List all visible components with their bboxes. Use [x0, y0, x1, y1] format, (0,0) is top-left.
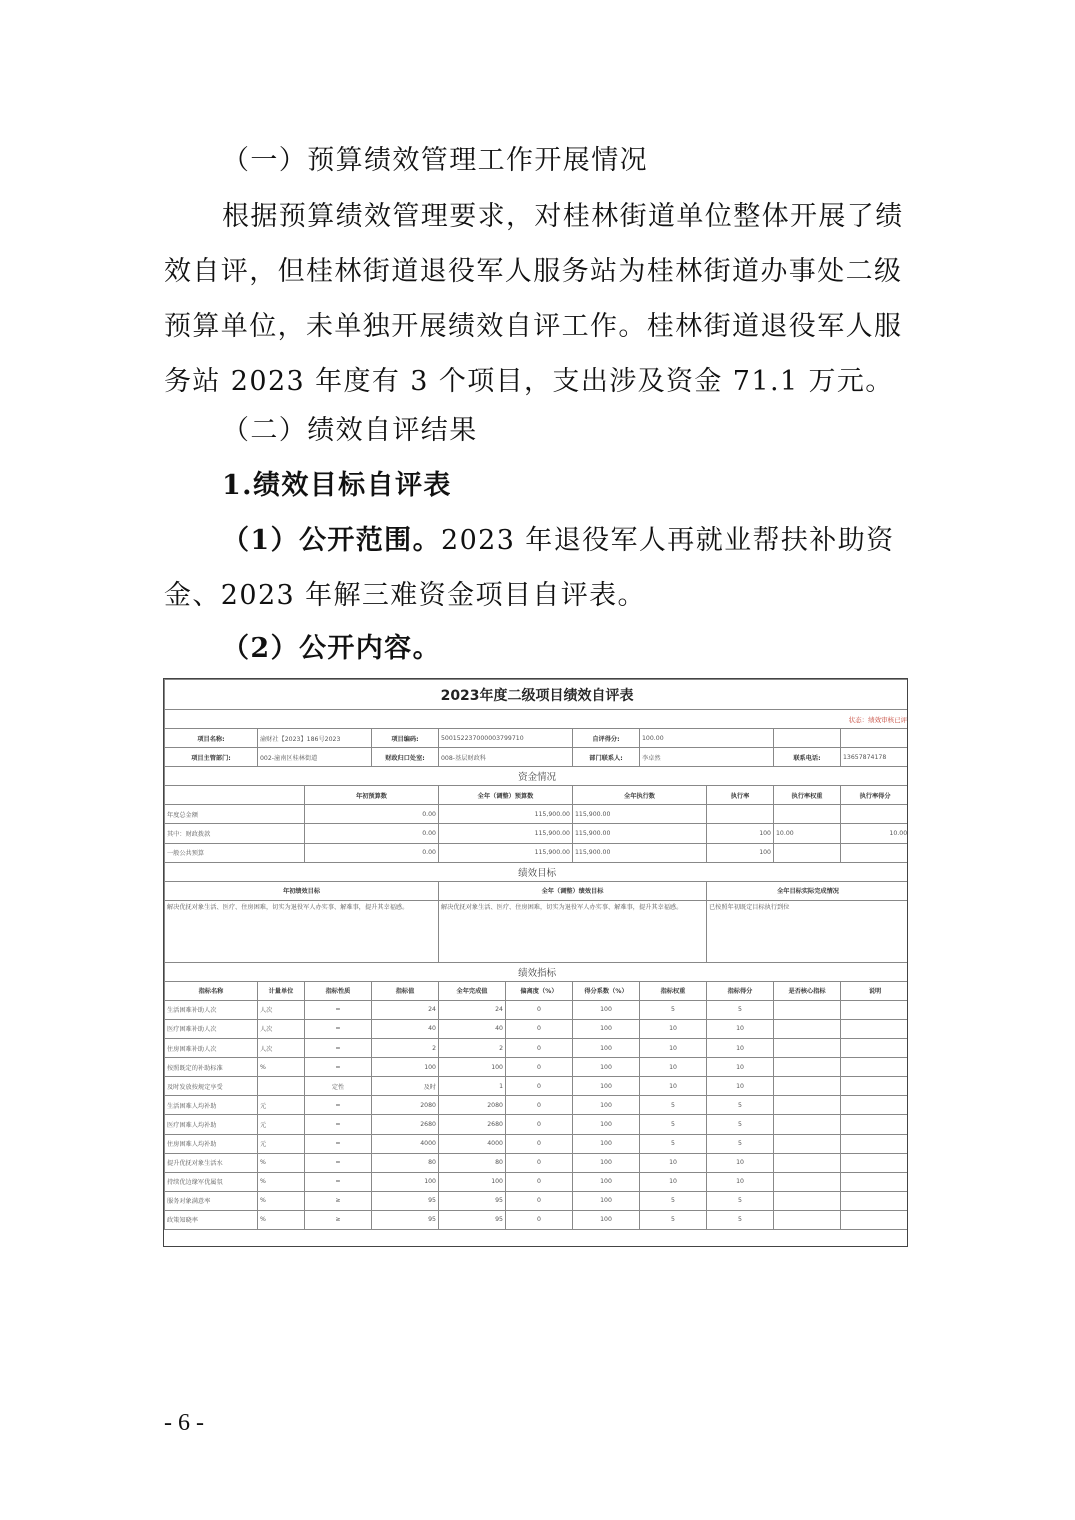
goals-section-header: 绩效目标 — [165, 862, 909, 881]
funds-cell: 115,900.00 — [573, 843, 707, 862]
goal-initial: 解决优抚对象生活、医疗、住房困难，切实为退役军人办实事、解难事，提升其幸福感。 — [165, 900, 439, 962]
goals-header: 全年目标实际完成情况 — [707, 881, 909, 900]
indicator-cell: 2680 — [439, 1115, 506, 1134]
project-info-row-2 — [165, 748, 909, 767]
indicator-cell — [774, 1000, 841, 1019]
indicator-cell — [841, 1039, 909, 1058]
funds-cell: 100 — [707, 824, 774, 843]
indicator-cell: 10 — [640, 1077, 707, 1096]
indicator-cell: 2680 — [372, 1115, 439, 1134]
indicator-header-cell: 指标得分 — [707, 981, 774, 1000]
indicator-cell: 2 — [372, 1039, 439, 1058]
indicator-cell: 40 — [372, 1019, 439, 1038]
indicator-cell: 100 — [573, 1153, 640, 1172]
indicator-row — [165, 1134, 909, 1153]
page-number: - 6 - — [164, 1410, 204, 1436]
funds-header: 执行率权重 — [774, 786, 841, 805]
indicator-header-cell: 指标性质 — [305, 981, 372, 1000]
indicator-cell: 生活困难补助人次 — [165, 1000, 258, 1019]
project-info-row-1 — [165, 729, 909, 748]
funds-section-header: 资金情况 — [165, 767, 909, 786]
indicator-cell: 95 — [439, 1191, 506, 1210]
indicator-cell: 5 — [640, 1000, 707, 1019]
funds-header: 执行率 — [707, 786, 774, 805]
phone-label: 联系电话: — [774, 748, 841, 767]
goal-adjusted: 解决优抚对象生活、医疗、住房困难，切实为退役军人办实事、解难事，提升其幸福感。 — [439, 900, 707, 962]
project-code-value: 500152237000003799710 — [439, 729, 573, 748]
indicator-header-row — [165, 981, 909, 1000]
indicator-cell — [774, 1172, 841, 1191]
indicator-cell: 10 — [707, 1019, 774, 1038]
funds-cell: 115,900.00 — [439, 805, 573, 824]
indicator-cell — [258, 1077, 305, 1096]
indicator-cell: 及时 — [372, 1077, 439, 1096]
indicator-cell: = — [305, 1039, 372, 1058]
indicator-cell: 24 — [372, 1000, 439, 1019]
indicator-header-cell: 说明 — [841, 981, 909, 1000]
indicator-row — [165, 1115, 909, 1134]
indicator-cell: 100 — [573, 1172, 640, 1191]
indicator-cell: 5 — [707, 1000, 774, 1019]
indicator-row — [165, 1153, 909, 1172]
indicator-cell: 100 — [573, 1000, 640, 1019]
indicator-row — [165, 1210, 909, 1229]
indicator-cell: 4000 — [439, 1134, 506, 1153]
contact-value: 李卓然 — [640, 748, 774, 767]
section-heading-1: （一）预算绩效管理工作开展情况 — [222, 145, 648, 176]
funds-cell: 一般公共预算 — [165, 843, 305, 862]
funds-row — [165, 824, 909, 843]
indicator-cell: 100 — [439, 1172, 506, 1191]
indicator-cell: 0 — [506, 1134, 573, 1153]
funds-cell — [841, 805, 909, 824]
indicator-cell: 0 — [506, 1210, 573, 1229]
indicator-header-cell: 指标名称 — [165, 981, 258, 1000]
funds-cell — [774, 843, 841, 862]
indicator-cell: 住房困难补助人次 — [165, 1039, 258, 1058]
indicator-cell — [841, 1172, 909, 1191]
indicator-cell: 10 — [707, 1058, 774, 1077]
funds-cell: 0.00 — [305, 824, 439, 843]
project-code-label: 项目编码: — [372, 729, 439, 748]
indicator-cell: 100 — [573, 1210, 640, 1229]
evaluation-table-image — [163, 678, 908, 1247]
indicator-cell: 80 — [439, 1153, 506, 1172]
indicator-cell: 人次 — [258, 1000, 305, 1019]
indicator-cell: 1 — [439, 1077, 506, 1096]
funds-cell: 0.00 — [305, 805, 439, 824]
indicator-cell: 5 — [640, 1096, 707, 1115]
sub-heading-self-evaluation-table: 1.绩效目标自评表 — [222, 470, 452, 501]
section-heading-2: （二）绩效自评结果 — [222, 415, 478, 446]
indicator-cell: ≥ — [305, 1210, 372, 1229]
indicator-cell — [774, 1058, 841, 1077]
indicator-cell: 100 — [573, 1077, 640, 1096]
indicator-row — [165, 1000, 909, 1019]
indicator-cell: 生活困难人均补助 — [165, 1096, 258, 1115]
goals-header: 年初绩效目标 — [165, 881, 439, 900]
indicator-row — [165, 1019, 909, 1038]
goal-actual: 已按照年初既定目标执行到位 — [707, 900, 909, 962]
indicator-header-cell: 指标值 — [372, 981, 439, 1000]
indicator-cell: 住房困难人均补助 — [165, 1134, 258, 1153]
indicator-cell: % — [258, 1210, 305, 1229]
indicator-cell — [774, 1153, 841, 1172]
indicator-cell — [774, 1096, 841, 1115]
content-label: （2）公开内容。 — [222, 633, 441, 664]
indicator-cell: 5 — [640, 1134, 707, 1153]
indicator-header-cell: 全年完成值 — [439, 981, 506, 1000]
indicator-cell: 100 — [573, 1019, 640, 1038]
indicator-cell: 0 — [506, 1019, 573, 1038]
funds-header: 执行率得分 — [841, 786, 909, 805]
indicator-cell: 10 — [640, 1019, 707, 1038]
indicator-cell — [841, 1019, 909, 1038]
indicator-cell: 2080 — [439, 1096, 506, 1115]
indicator-header-cell: 指标权重 — [640, 981, 707, 1000]
indicator-cell: 5 — [640, 1210, 707, 1229]
indicator-cell: 4000 — [372, 1134, 439, 1153]
indicator-cell — [841, 1115, 909, 1134]
funds-header: 全年执行数 — [573, 786, 707, 805]
indicator-row — [165, 1039, 909, 1058]
project-name-value: 渝财社【2023】186号2023 — [258, 729, 372, 748]
indicator-cell: 人次 — [258, 1019, 305, 1038]
indicator-cell: 按照既定的补助标准 — [165, 1058, 258, 1077]
indicator-cell: 100 — [573, 1115, 640, 1134]
indicator-cell: 医疗困难人均补助 — [165, 1115, 258, 1134]
status-text: 状态：绩效审核已评 — [165, 710, 909, 729]
phone-value: 13657874178 — [841, 748, 909, 767]
indicator-cell: 24 — [439, 1000, 506, 1019]
indicator-cell — [841, 1134, 909, 1153]
indicator-cell: 5 — [640, 1115, 707, 1134]
indicator-cell: 0 — [506, 1058, 573, 1077]
paragraph-budget-performance: 根据预算绩效管理要求，对桂林街道单位整体开展了绩效自评，但桂林街道退役军人服务站为桂林街道办事处二级预算单位，未单独开展绩效自评工作。桂林街道退役军人服务站 2023 年度有 3 个项目，支出涉及资金 71.1 万元。 — [164, 201, 904, 397]
funds-header-row — [165, 786, 909, 805]
funds-cell: 年度总金额 — [165, 805, 305, 824]
funds-header — [165, 786, 305, 805]
indicator-cell: 人次 — [258, 1039, 305, 1058]
funds-header: 年初预算数 — [305, 786, 439, 805]
funds-cell: 115,900.00 — [573, 805, 707, 824]
indicator-cell: 0 — [506, 1172, 573, 1191]
indicator-cell: 服务对象满意率 — [165, 1191, 258, 1210]
scope-label: （1）公开范围。 — [222, 525, 441, 556]
self-score-label: 自评得分: — [573, 729, 640, 748]
indicator-header-cell: 得分系数（%） — [573, 981, 640, 1000]
indicator-cell: 政策知晓率 — [165, 1210, 258, 1229]
indicator-cell: = — [305, 1172, 372, 1191]
contact-label: 部门联系人: — [573, 748, 640, 767]
funds-cell: 其中：财政拨款 — [165, 824, 305, 843]
indicator-cell: 10 — [640, 1039, 707, 1058]
indicator-cell: 5 — [640, 1191, 707, 1210]
indicator-cell: % — [258, 1153, 305, 1172]
funds-cell: 100 — [707, 843, 774, 862]
indicator-cell — [774, 1134, 841, 1153]
funds-cell: 115,900.00 — [439, 824, 573, 843]
funds-cell — [841, 843, 909, 862]
goals-header: 全年（调整）绩效目标 — [439, 881, 707, 900]
indicator-cell — [774, 1077, 841, 1096]
self-score-value: 100.00 — [640, 729, 774, 748]
funds-cell — [707, 805, 774, 824]
indicator-cell — [841, 1153, 909, 1172]
indicator-cell: 100 — [573, 1096, 640, 1115]
indicator-cell: 10 — [640, 1058, 707, 1077]
indicator-cell: 10 — [707, 1077, 774, 1096]
empty-cell — [774, 729, 841, 748]
project-name-label: 项目名称: — [165, 729, 258, 748]
indicator-cell: 元 — [258, 1096, 305, 1115]
scope-text: 2023 年退役军人再就业帮扶补助资金、2023 年解三难资金项目自评表。 — [164, 525, 895, 611]
indicator-cell: 100 — [439, 1058, 506, 1077]
indicator-cell: 80 — [372, 1153, 439, 1172]
indicator-cell — [774, 1019, 841, 1038]
table-title: 2023年度二级项目绩效自评表 — [165, 680, 909, 710]
indicator-cell: = — [305, 1115, 372, 1134]
indicator-row — [165, 1172, 909, 1191]
dept-label: 项目主管部门: — [165, 748, 258, 767]
indicator-cell: 100 — [372, 1058, 439, 1077]
indicator-cell: 医疗困难补助人次 — [165, 1019, 258, 1038]
indicator-cell: 95 — [372, 1191, 439, 1210]
indicator-cell: 10 — [640, 1153, 707, 1172]
indicator-cell — [841, 1191, 909, 1210]
funds-cell: 10.00 — [841, 824, 909, 843]
indicator-cell — [841, 1096, 909, 1115]
indicators-section-header: 绩效指标 — [165, 962, 909, 981]
indicator-cell: 持续优边缘军优属氛 — [165, 1172, 258, 1191]
indicator-cell — [841, 1210, 909, 1229]
indicator-cell: 0 — [506, 1039, 573, 1058]
indicator-body — [165, 1000, 909, 1229]
indicator-cell: 定性 — [305, 1077, 372, 1096]
indicator-row — [165, 1077, 909, 1096]
indicator-cell: 2080 — [372, 1096, 439, 1115]
office-label: 财政归口处室: — [372, 748, 439, 767]
indicator-cell: 及时发放按规定享受 — [165, 1077, 258, 1096]
indicator-cell: 5 — [707, 1115, 774, 1134]
indicator-cell: 100 — [573, 1134, 640, 1153]
indicator-cell: 100 — [573, 1191, 640, 1210]
indicator-cell: 40 — [439, 1019, 506, 1038]
indicator-cell: 0 — [506, 1191, 573, 1210]
indicator-cell: 提升优抚对象生活水 — [165, 1153, 258, 1172]
funds-cell: 115,900.00 — [439, 843, 573, 862]
indicator-cell: 0 — [506, 1115, 573, 1134]
indicator-cell: 0 — [506, 1077, 573, 1096]
indicator-cell: 100 — [573, 1039, 640, 1058]
funds-cell — [774, 805, 841, 824]
funds-cell: 0.00 — [305, 843, 439, 862]
indicator-cell: = — [305, 1058, 372, 1077]
funds-cell: 10.00 — [774, 824, 841, 843]
indicator-header-cell: 偏离度（%） — [506, 981, 573, 1000]
goals-header-row — [165, 881, 909, 900]
funds-row — [165, 805, 909, 824]
indicator-cell: % — [258, 1191, 305, 1210]
evaluation-table — [164, 679, 908, 1230]
indicator-cell: 0 — [506, 1000, 573, 1019]
indicator-row — [165, 1058, 909, 1077]
indicator-cell: = — [305, 1000, 372, 1019]
indicator-cell — [774, 1039, 841, 1058]
empty-cell — [841, 729, 909, 748]
indicator-cell — [774, 1115, 841, 1134]
indicator-cell: 10 — [707, 1153, 774, 1172]
indicator-cell: 95 — [439, 1210, 506, 1229]
indicator-cell: = — [305, 1134, 372, 1153]
indicator-cell: = — [305, 1153, 372, 1172]
goals-value-row — [165, 900, 909, 962]
indicator-cell — [774, 1210, 841, 1229]
indicator-cell: 5 — [707, 1134, 774, 1153]
indicator-cell: 100 — [573, 1058, 640, 1077]
paragraph-scope — [164, 513, 916, 623]
indicator-cell: = — [305, 1096, 372, 1115]
indicator-cell: 0 — [506, 1153, 573, 1172]
indicator-cell — [841, 1058, 909, 1077]
indicator-cell — [841, 1000, 909, 1019]
funds-row — [165, 843, 909, 862]
indicator-cell: 5 — [707, 1096, 774, 1115]
indicator-cell — [841, 1077, 909, 1096]
indicator-header-cell: 计量单位 — [258, 981, 305, 1000]
indicator-cell: 95 — [372, 1210, 439, 1229]
indicator-header-cell: 是否核心指标 — [774, 981, 841, 1000]
indicator-cell — [774, 1191, 841, 1210]
funds-header: 全年（调整）预算数 — [439, 786, 573, 805]
indicator-cell: ≥ — [305, 1191, 372, 1210]
indicator-cell: 10 — [707, 1172, 774, 1191]
indicator-cell: % — [258, 1058, 305, 1077]
indicator-cell: 元 — [258, 1115, 305, 1134]
office-value: 008-基层财政科 — [439, 748, 573, 767]
indicator-cell: % — [258, 1172, 305, 1191]
indicator-cell: 0 — [506, 1096, 573, 1115]
indicator-cell: 2 — [439, 1039, 506, 1058]
indicator-cell: 5 — [707, 1191, 774, 1210]
funds-cell: 115,900.00 — [573, 824, 707, 843]
dept-value: 002-潼南区桂林街道 — [258, 748, 372, 767]
indicator-cell: 5 — [707, 1210, 774, 1229]
indicator-cell: = — [305, 1019, 372, 1038]
indicator-cell: 10 — [707, 1039, 774, 1058]
indicator-cell: 元 — [258, 1134, 305, 1153]
indicator-row — [165, 1191, 909, 1210]
indicator-cell: 100 — [372, 1172, 439, 1191]
indicator-row — [165, 1096, 909, 1115]
indicator-cell: 10 — [640, 1172, 707, 1191]
